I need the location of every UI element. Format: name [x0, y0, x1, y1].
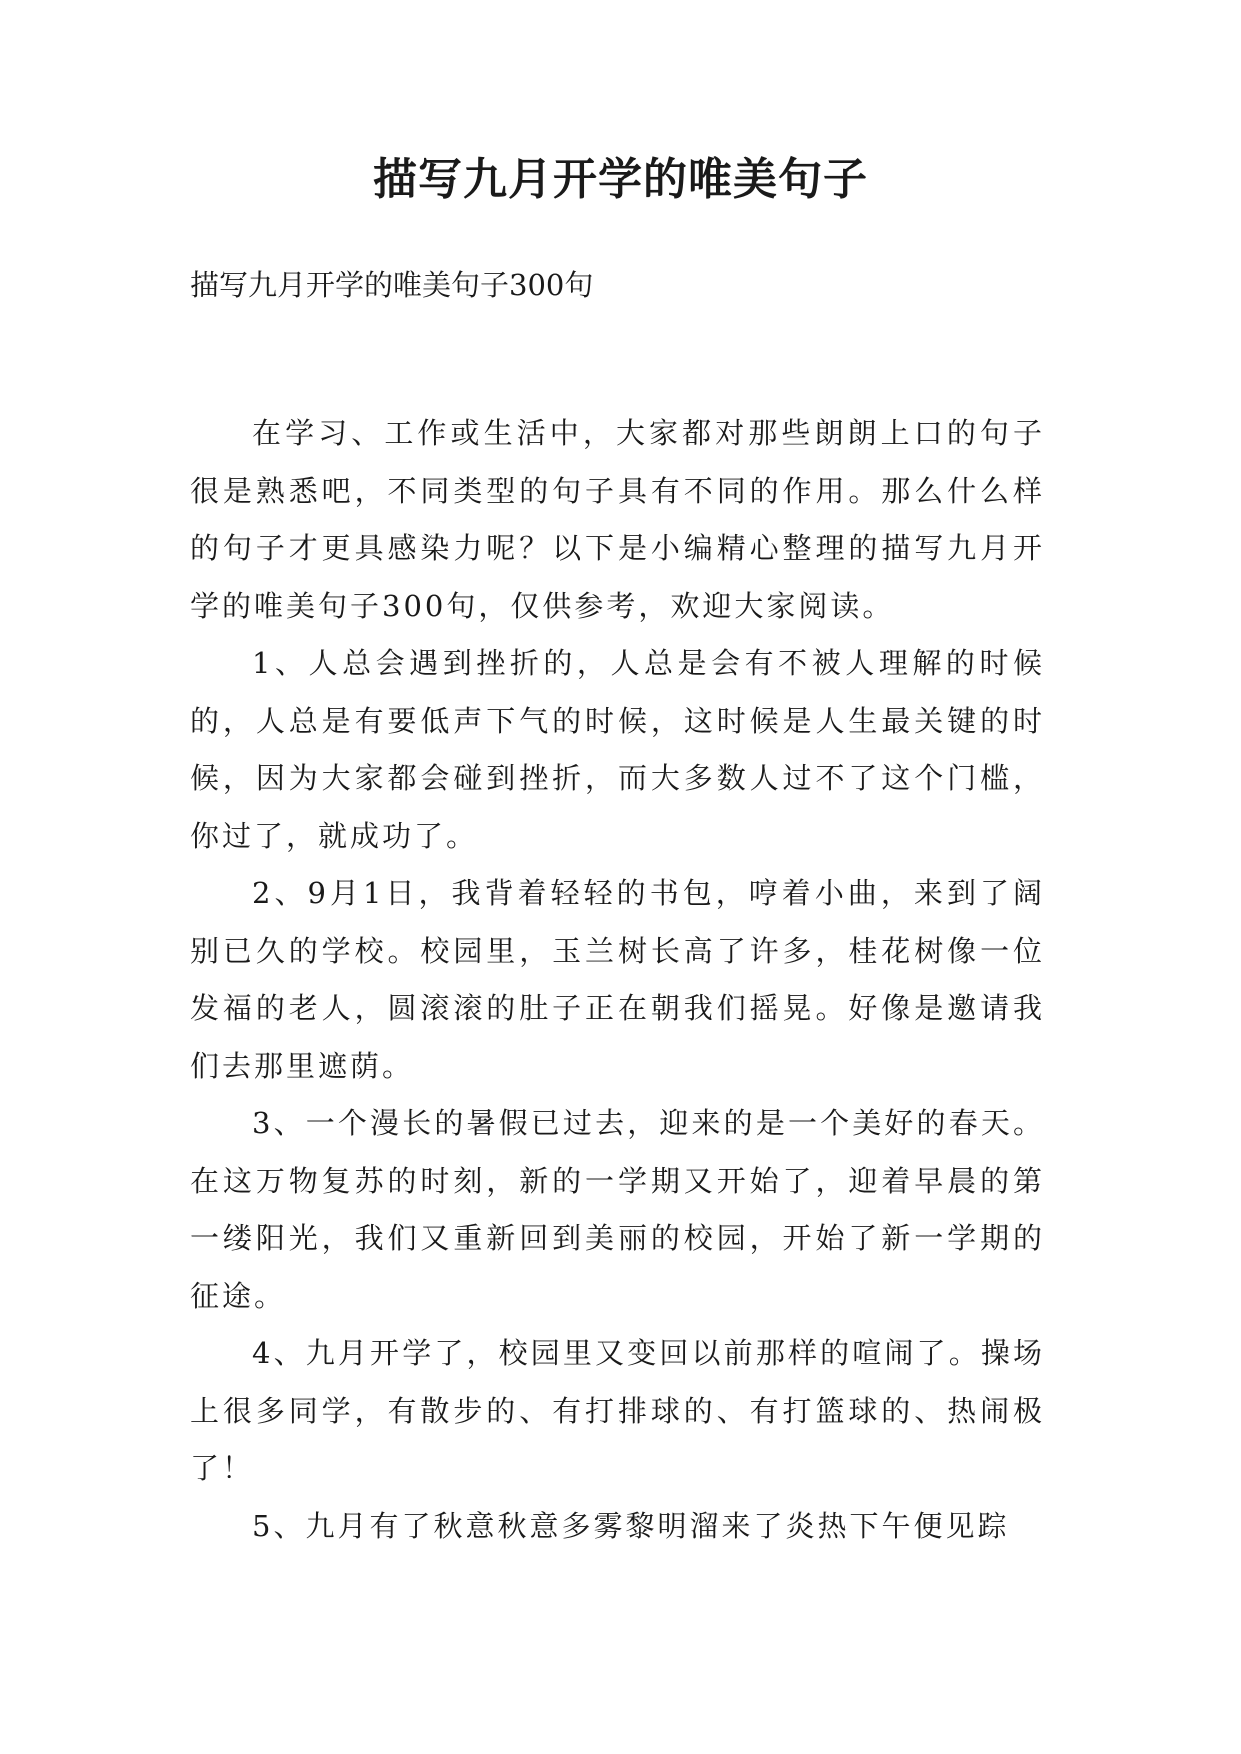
document-body	[190, 405, 1045, 1555]
sentence-paragraph-2: 2、9月1日，我背着轻轻的书包，哼着小曲，来到了阔别已久的学校。校园里，玉兰树长高了许多，桂花树像一位发福的老人，圆滚滚的肚子正在朝我们摇晃。好像是邀请我们去那里遮荫。	[190, 876, 1045, 1083]
intro-paragraph: 在学习、工作或生活中，大家都对那些朗朗上口的句子很是熟悉吧，不同类型的句子具有不同的作用。那么什么样的句子才更具感染力呢？以下是小编精心整理的描写九月开学的唯美句子300句，仅供参考，欢迎大家阅读。	[190, 416, 1045, 623]
document-title: 描写九月开学的唯美句子	[373, 154, 868, 205]
sentence-paragraph-5: 5、九月有了秋意秋意多雾黎明溜来了炎热下午便见踪	[252, 1508, 1010, 1543]
document-subtitle: 描写九月开学的唯美句子300句	[190, 268, 594, 302]
sentence-paragraph-3: 3、一个漫长的暑假已过去，迎来的是一个美好的春天。在这万物复苏的时刻，新的一学期又开始了，迎着早晨的第一缕阳光，我们又重新回到美丽的校园，开始了新一学期的征途。	[190, 1106, 1045, 1313]
sentence-paragraph-1: 1、人总会遇到挫折的，人总是会有不被人理解的时候的，人总是有要低声下气的时候，这时候是人生最关键的时候，因为大家都会碰到挫折，而大多数人过不了这个门槛，你过了，就成功了。	[190, 646, 1045, 853]
sentence-paragraph-4: 4、九月开学了，校园里又变回以前那样的喧闹了。操场上很多同学，有散步的、有打排球的、有打篮球的、热闹极了！	[190, 1336, 1045, 1485]
